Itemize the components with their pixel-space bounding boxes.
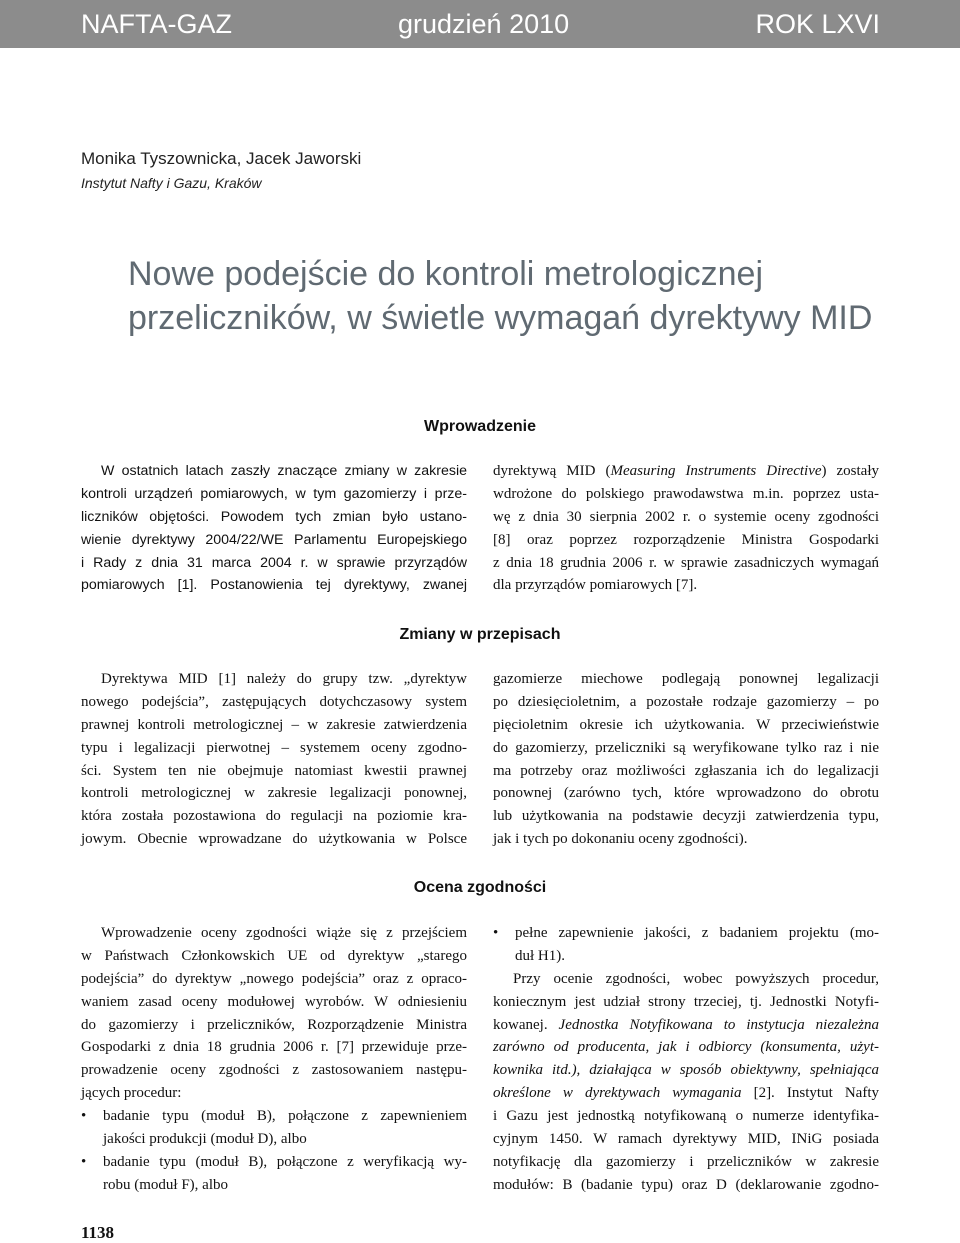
bullet-continuation: duł H1). <box>515 947 565 964</box>
definition-text: określone w dyrektywach wymagania <box>493 1085 742 1102</box>
text-line: gazomierze miechowe podlegają ponownej legalizacji <box>493 671 879 687</box>
text-line: jak i tych po dokonaniu oceny zgodności). <box>493 831 748 848</box>
text-line: W ostatnich latach zaszły znaczące zmiany w zakresie <box>101 463 467 479</box>
text-line: lub użytkowania na podstawie decyzji zatwierdzenia typu, <box>493 808 879 825</box>
bullet-item <box>493 922 879 945</box>
text-line: modułów: B (badanie typu) oraz D (deklarowanie zgodno- <box>493 1176 879 1193</box>
text-line: koniecznym jest udział strony trzeciej, tj. Jednostki Notyfi- <box>493 993 879 1010</box>
text-line: jowym. Obecnie wprowadzane do użytkowania w Polsce <box>81 831 467 848</box>
bullet-item <box>81 1105 467 1128</box>
text-line: kontroli metrologicznej w zakresie legalizacji ponownej, <box>81 785 467 802</box>
text-line: i Gazu jest jednostką notyfikowaną o numerze identyfika- <box>493 1108 879 1125</box>
definition-line: zarówno od producenta, jak i odbiorcy (konsumenta, użyt- <box>493 1039 879 1056</box>
text-line: ma potrzeby oraz możliwości zgłaszania ich do legalizacji <box>493 762 879 779</box>
text-line: [8] oraz poprzez rozporządzenie Ministra Gospodarki <box>493 531 879 548</box>
text-line <box>493 1014 879 1037</box>
text-line: typu i legalizacji pierwotnej – systemem oceny zgodno- <box>81 739 467 756</box>
text-line: Dyrektywa MID [1] należy do grupy tzw. „dyrektyw <box>101 671 467 687</box>
changes-left-column <box>81 668 467 851</box>
text-line: podejścia” do dyrektyw „nowego podejścia” oraz z opraco- <box>81 970 467 987</box>
changes-right-column <box>493 668 879 851</box>
section-heading-regulation-changes: Zmiany w przepisach <box>399 626 561 643</box>
text-line: która została pozostawiona do regulacji na poziomie kra- <box>81 808 467 825</box>
text-line <box>493 460 879 483</box>
bullet-continuation: jakości produkcji (moduł D), albo <box>103 1131 307 1148</box>
text-run: ) zostały <box>821 463 879 479</box>
intro-right-column <box>493 460 879 597</box>
text-line: waniem zasad oceny modułowej wyrobów. W odniesieniu <box>81 993 467 1010</box>
text-line: Gospodarki z dnia 18 grudnia 2006 r. [7] przewiduje prze- <box>81 1039 467 1056</box>
text-line: cyjnym 1450. W ramach dyrektywy MID, INiG posiada <box>493 1131 879 1148</box>
bullet-marker: • <box>81 1108 87 1125</box>
conformity-left-column <box>81 922 467 1197</box>
section-heading-conformity-assessment: Ocena zgodności <box>413 879 547 896</box>
text-line: jących procedur: <box>81 1085 182 1102</box>
section-heading-introduction: Wprowadzenie <box>423 418 536 435</box>
text-line: nowego podejścia”, zastępujących dotychczasowy system <box>81 693 467 710</box>
text-line: do gazomierzy i przeliczników, Rozporządzenie Ministra <box>81 1016 467 1033</box>
conformity-right-column <box>493 922 879 1197</box>
journal-header <box>0 0 960 48</box>
text-line: liczników objętości. Powodem tych zmian było ustano- <box>81 508 467 525</box>
text-line: wę z dnia 30 sierpnia 2002 r. o systemie oceny zgodności <box>493 508 879 525</box>
article-title <box>128 252 928 340</box>
text-run: dyrektywą MID ( <box>493 463 611 479</box>
bullet-text: badanie typu (moduł B), połączone z weryfikacją wy- <box>103 1153 467 1170</box>
text-line: notyfikację dla gazomierzy i przeliczników w zakresie <box>493 1153 879 1170</box>
text-line: pomiarowych [1]. Postanowienia tej dyrektywy, zwanej <box>81 577 467 594</box>
text-line: pięcioletnim okresie ich użytkowania. W przeciwieństwie <box>493 716 879 733</box>
text-line: ponownej (zarówno tych, które wprowadzono do obrotu <box>493 785 879 802</box>
text-line: dla przyrządów pomiarowych [7]. <box>493 577 698 594</box>
text-line: prowadzenie oceny zgodności z zastosowaniem następu- <box>81 1062 467 1079</box>
text-line: ści. System ten nie obejmuje natomiast kwestii prawnej <box>81 762 467 779</box>
text-line: prawnej kontroli metrologicznej – w zakresie zatwierdzenia <box>81 716 467 733</box>
text-line: Przy ocenie zgodności, wobec powyższych procedur, <box>513 970 879 987</box>
text-run: [2]. Instytut Nafty <box>741 1085 879 1102</box>
title-line: Nowe podejście do kontroli metrologicznej <box>128 255 763 293</box>
affiliation: Instytut Nafty i Gazu, Kraków <box>81 175 262 191</box>
bullet-text: badanie typu (moduł B), połączone z zapewnieniem <box>103 1108 467 1125</box>
text-line: po dziesięcioletnim, a pozostałe rodzaje gazomierzy – po <box>493 693 879 710</box>
text-line: z dnia 18 grudnia 2006 r. w sprawie zasadniczych wymagań <box>493 554 879 571</box>
directive-name: Measuring Instruments Directive <box>610 463 822 479</box>
bullet-item <box>81 1151 467 1174</box>
text-line: wdrożone do polskiego prawodawstwa m.in. poprzez usta- <box>493 485 879 502</box>
issue-date: grudzień 2010 <box>398 9 570 39</box>
text-line: Wprowadzenie oceny zgodności wiąże się z przejściem <box>101 925 467 941</box>
text-line: wienie dyrektywy 2004/22/WE Parlamentu Europejskiego <box>81 531 467 548</box>
bullet-continuation: robu (moduł F), albo <box>103 1176 228 1193</box>
intro-left-column <box>81 460 467 597</box>
definition-line: kownika itd.), działająca w sposób obiektywny, spełniająca <box>493 1062 879 1079</box>
authors: Monika Tyszownicka, Jacek Jaworski <box>81 149 362 168</box>
text-line: i Rady z dnia 31 marca 2004 r. w sprawie przyrządów <box>81 554 467 571</box>
bullet-marker: • <box>81 1153 87 1170</box>
text-line <box>493 1082 879 1105</box>
page-number: 1138 <box>81 1223 115 1242</box>
text-line: kontroli urządzeń pomiarowych, w tym gazomierzy i prze- <box>81 485 467 502</box>
text-line: w Państwach Członkowskich UE od dyrektyw „starego <box>81 947 467 964</box>
bullet-text: pełne zapewnienie jakości, z badaniem projektu (mo- <box>515 925 879 941</box>
bullet-marker: • <box>493 925 499 941</box>
volume-label: ROK LXVI <box>755 9 880 39</box>
journal-name: NAFTA-GAZ <box>81 9 232 39</box>
title-line: przeliczników, w świetle wymagań dyrektywy MID <box>128 299 873 337</box>
text-line: do gazomierzy, przeliczniki są weryfikowane tylko raz i nie <box>493 739 879 756</box>
definition-text: Jednostka Notyfikowana to instytucja niezależna <box>558 1016 879 1033</box>
text-run: kowanej. <box>493 1016 559 1033</box>
